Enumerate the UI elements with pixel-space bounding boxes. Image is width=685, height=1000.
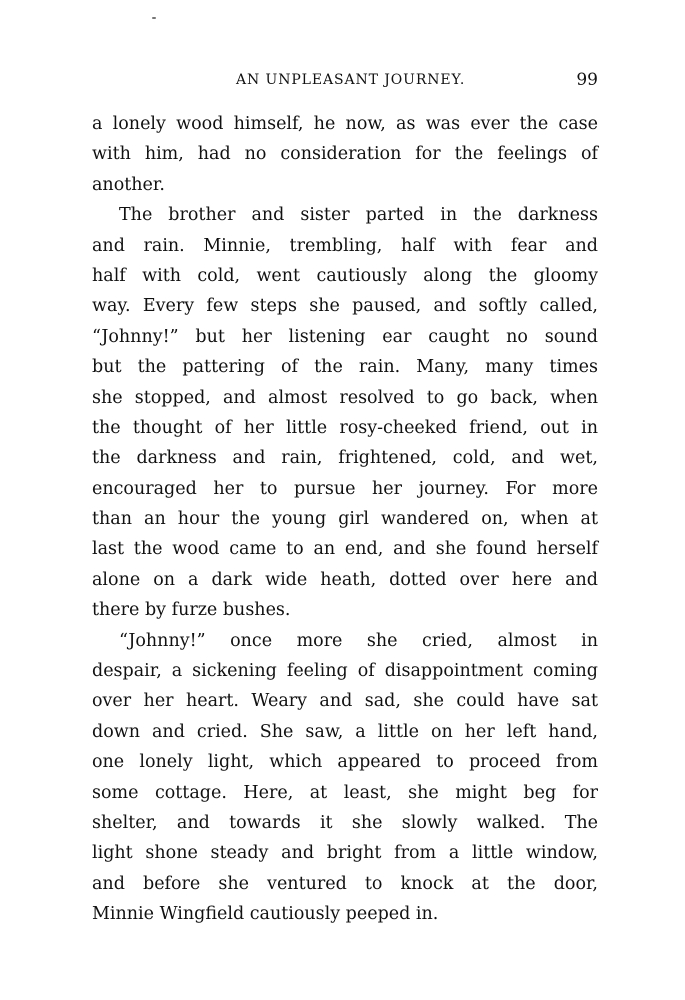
paragraph-start-line: “Johnny!” once more she cried, almost in (119, 630, 598, 651)
text-line: she stopped, and almost resolved to go back, when (92, 387, 598, 408)
text-line: but the pattering of the rain. Many, many times (92, 357, 598, 378)
text-line: “Johnny!” but her listening ear caught no sound (92, 326, 598, 347)
text-line: encouraged her to pursue her journey. For more (92, 478, 598, 499)
text-line: with him, had no consideration for the feelings of (92, 144, 598, 165)
text-line: another. (92, 174, 165, 195)
text-line: a lonely wood himself, he now, as was ever the case (92, 114, 598, 134)
running-title: AN UNPLEASANT JOURNEY. (236, 72, 466, 88)
text-line: some cottage. Here, at least, she might beg for (92, 782, 598, 803)
text-line: there by furze bushes. (92, 600, 291, 621)
text-line: down and cried. She saw, a little on her left hand, (92, 721, 598, 742)
text-line: and before she ventured to knock at the door, (92, 873, 598, 894)
text-line: the thought of her little rosy-cheeked friend, out in (92, 417, 598, 438)
text-line: the darkness and rain, frightened, cold, and wet, (92, 448, 598, 469)
paragraph-start-line: The brother and sister parted in the darkness (119, 205, 598, 226)
text-line: way. Every few steps she paused, and softly called, (92, 296, 598, 317)
text-line: light shone steady and bright from a little window, (92, 843, 598, 864)
text-line: half with cold, went cautiously along the gloomy (92, 265, 598, 286)
text-line: one lonely light, which appeared to proceed from (92, 752, 598, 773)
text-line: over her heart. Weary and sad, she could have sat (92, 691, 598, 712)
text-line: shelter, and towards it she slowly walked. The (92, 812, 598, 833)
text-line: than an hour the young girl wandered on, when at (92, 509, 598, 530)
text-line: and rain. Minnie, trembling, half with fear and (92, 235, 598, 256)
page-number: 99 (576, 70, 598, 90)
text-line: last the wood came to an end, and she found herself (92, 539, 598, 560)
text-line: alone on a dark wide heath, dotted over here and (92, 569, 598, 590)
text-line: Minnie Wingfield cautiously peeped in. (92, 904, 439, 925)
paper-speck (152, 17, 156, 19)
body-text (92, 109, 598, 930)
text-line: despair, a sickening feeling of disappointment coming (92, 661, 598, 682)
running-head (92, 72, 598, 96)
